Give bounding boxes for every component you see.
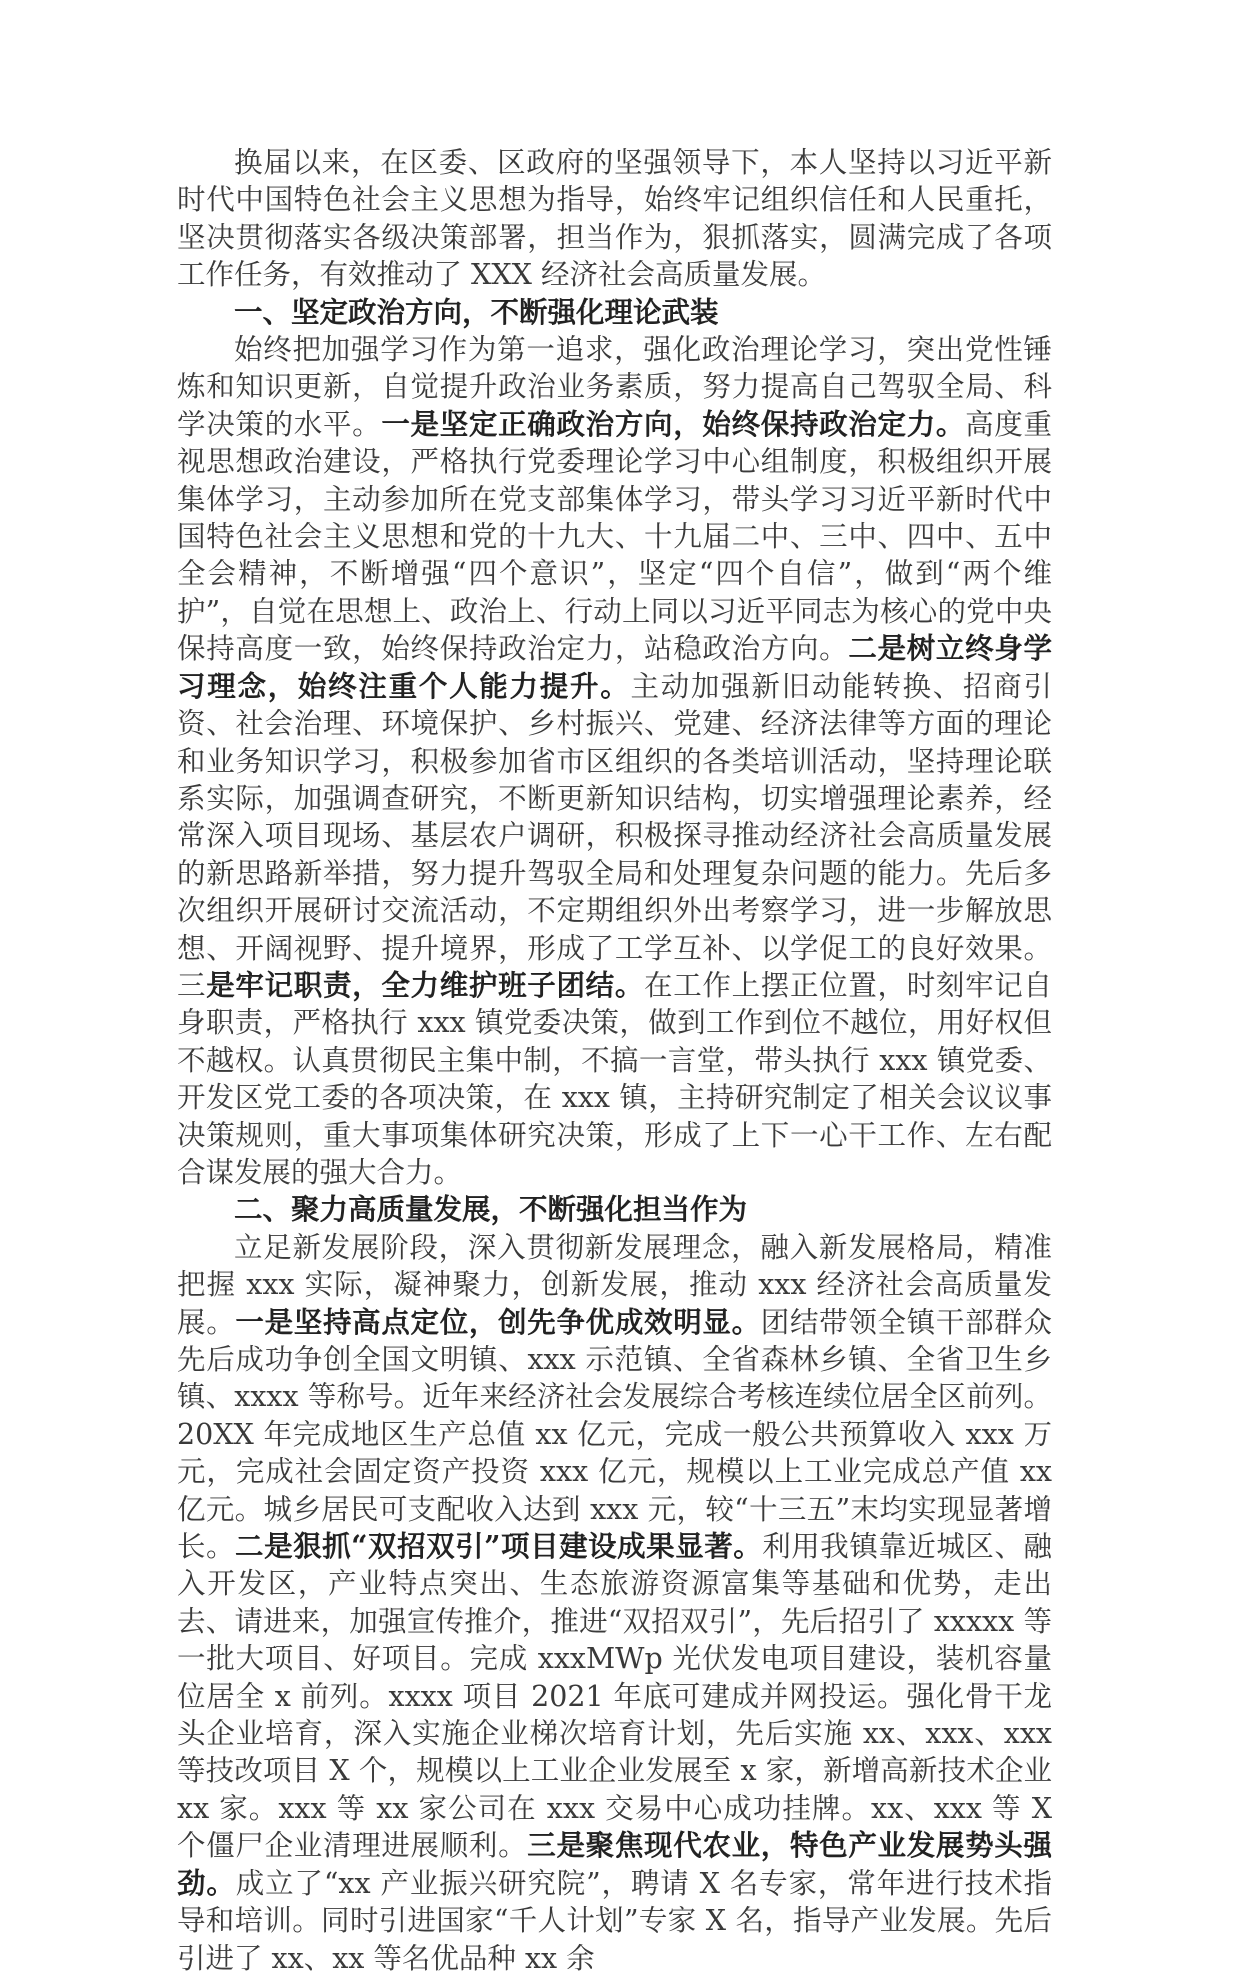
- bold-lead-sentence: 是牢记职责，全力维护班子团结。: [206, 967, 645, 1002]
- body-text: 成立了“xx 产业振兴研究院”，聘请 X 名专家，常年进行技术指导和培训。同时引进国家“千人计划”专家 X 名，指导产业发展。先后引进了 xx、xx 等名优品种 xx 余: [177, 1866, 1052, 1975]
- body-text: 始终把加强学习作为第一追求，强化政治理论学习，突出党性锤炼和知识更新，自觉提升政治业务素质，努力提高自己驾驭全局、科学决策的水平。: [177, 333, 1052, 441]
- body-text: 在工作上摆正位置，时刻牢记自身职责，严格执行 xxx 镇党委决策，做到工作到位不越位，用好权但不越权。认真贯彻民主集中制，不搞一言堂，带头执行 xxx 镇党委、开发区党工委的各项决策，在 xxx 镇，主持研究制定了相关会议议事决策规则，重大事项集体研究决策，形成了上下一心干工作、左右配合谋发展的强大合力。: [177, 968, 1052, 1189]
- section-heading-2: 二、聚力高质量发展，不断强化担当作为: [234, 1192, 748, 1227]
- body-text: 主动加强新旧动能转换、招商引资、社会治理、环境保护、乡村振兴、党建、经济法律等方面的理论和业务知识学习，积极参加省市区组织的各类培训活动，坚持理论联系实际，加强调查研究，不断更新知识结构，切实增强理论素养，经常深入项目现场、基层农户调研，积极探寻推动经济社会高质量发展的新思路新举措，努力提升驾驭全局和处理复杂问题的能力。先后多次组织开展研讨交流活动，不定期组织外出考察学习，进一步解放思想、开阔视野、提升境界，形成了工学互补、以学促工的良好效果。三: [177, 669, 1052, 1002]
- bold-lead-sentence: 一是坚持高点定位，创先争优成效明显。: [235, 1304, 761, 1339]
- section-2-paragraph: [177, 1229, 1052, 1977]
- body-text: 利用我镇靠近城区、融入开发区，产业特点突出、生态旅游资源富集等基础和优势，走出去、请进来，加强宣传推介，推进“双招双引”，先后招引了 xxxxx 等一批大项目、好项目。完成 xxxMWp 光伏发电项目建设，装机容量位居全 x 前列。xxxx 项目 2021 年底可建成并网投运。强化骨干龙头企业培育，深入实施企业梯次培育计划，先后实施 xx、xxx、xxx 等技改项目 X 个，规模以上工业企业发展至 x 家，新增高新技术企业 xx 家。xxx 等 xx 家公司在 xxx 交易中心成功挂牌。xx、xxx 等 X 个僵尸企业清理进展顺利。: [177, 1530, 1052, 1863]
- bold-lead-sentence: 二是狠抓“双招双引”项目建设成果显著。: [235, 1529, 763, 1564]
- body-text: 立足新发展阶段，深入贯彻新发展理念，融入新发展格局，精准把握 xxx 实际，凝神聚力，创新发展，推动 xxx 经济社会高质量发展。: [177, 1230, 1052, 1339]
- section-heading-1: 一、坚定政治方向，不断强化理论武装: [234, 294, 719, 329]
- bold-lead-sentence: 二是树立终身学习理念，始终注重个人能力提升。: [177, 631, 1052, 703]
- body-text: 高度重视思想政治建设，严格执行党委理论学习中心组制度，积极组织开展集体学习，主动参加所在党支部集体学习，带头学习习近平新时代中国特色社会主义思想和党的十九大、十九届二中、三中、四中、五中全会精神，不断增强“四个意识”，坚定“四个自信”，做到“两个维护”，自觉在思想上、政治上、行动上同以习近平同志为核心的党中央保持高度一致，始终保持政治定力，站稳政治方向。: [177, 407, 1052, 666]
- document-page: [177, 144, 1052, 1977]
- body-text: 团结带领全镇干部群众先后成功争创全国文明镇、xxx 示范镇、全省森林乡镇、全省卫生乡镇、xxxx 等称号。近年来经济社会发展综合考核连续位居全区前列。20XX 年完成地区生产总值 xx 亿元，完成一般公共预算收入 xxx 万元，完成社会固定资产投资 xxx 亿元，规模以上工业完成总产值 xx 亿元。城乡居民可支配收入达到 xxx 元，较“十三五”末均实现显著增长。: [177, 1305, 1052, 1564]
- bold-lead-sentence: 一是坚定正确政治方向，始终保持政治定力。: [381, 406, 966, 441]
- bold-lead-sentence: 三是聚焦现代农业，特色产业发展势头强劲。: [177, 1828, 1052, 1900]
- intro-paragraph: 换届以来，在区委、区政府的坚强领导下，本人坚持以习近平新时代中国特色社会主义思想为指导，始终牢记组织信任和人民重托，坚决贯彻落实各级决策部署，担当作为，狠抓落实，圆满完成了各项工作任务，有效推动了 XXX 经济社会高质量发展。: [177, 146, 1052, 292]
- section-1-paragraph: [177, 331, 1052, 1191]
